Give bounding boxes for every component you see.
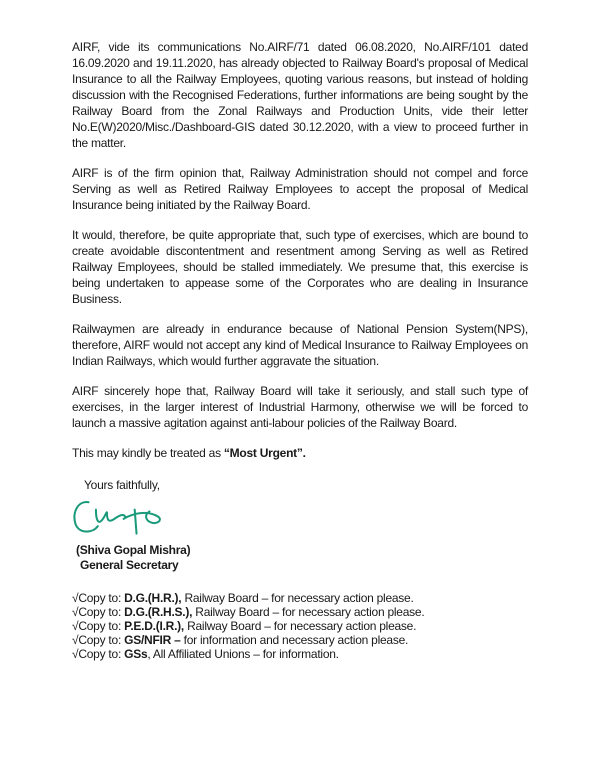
paragraph-3: It would, therefore, be quite appropriate that, such type of exercises, which are bound to create avoidable discontentment and resentment among Serving as well as Retired Railway Employees, should be stalled immediately. We presume that, this exercise is being undertaken to appease some of the Corporates who are dealing in Insurance Business.	[72, 228, 528, 306]
urgent-prefix: This may kindly be treated as	[72, 446, 224, 460]
closing: Yours faithfully,	[84, 478, 160, 492]
copy-purpose: Railway Board – for necessary action please.	[181, 591, 414, 605]
signature	[64, 493, 174, 541]
copy-purpose: Railway Board – for necessary action please.	[192, 605, 425, 619]
copy-item	[72, 647, 528, 661]
copy-purpose: for information and necessary action please.	[180, 633, 409, 647]
copy-purpose: , All Affiliated Unions – for information.	[147, 647, 339, 661]
copy-list	[72, 591, 528, 661]
copy-prefix: √Copy to:	[72, 647, 125, 661]
copy-recipient: D.G.(R.H.S.),	[124, 605, 193, 619]
signatory-name: (Shiva Gopal Mishra)	[76, 543, 191, 557]
urgent-note	[72, 445, 528, 461]
copy-recipient: D.G.(H.R.),	[124, 591, 182, 605]
copy-item	[72, 619, 528, 633]
copy-item	[72, 633, 528, 647]
copy-item	[72, 591, 528, 605]
paragraph-1: AIRF, vide its communications No.AIRF/71 dated 06.08.2020, No.AIRF/101 dated 16.09.2020 and 19.11.2020, has already objected to Railway Board's proposal of Medical Insurance to all the Railway Employees, quoting various reasons, but instead of holding discussion with the Recognised Federations, further informations are being sought by the Railway Board from the Zonal Railways and Production Units, vide their letter No.E(W)2020/Misc./Dashboard-GIS dated 30.12.2020, with a view to proceed further in the matter.	[72, 40, 528, 150]
paragraph-2: AIRF is of the firm opinion that, Railway Administration should not compel and force Serving as well as Retired Railway Employees to accept the proposal of Medical Insurance being initiated by the Railway Board.	[72, 166, 528, 212]
signatory-title: General Secretary	[80, 558, 179, 572]
copy-item	[72, 605, 528, 619]
copy-prefix: √Copy to:	[72, 591, 125, 605]
copy-recipient: P.E.D.(I.R.),	[124, 619, 184, 633]
copy-prefix: √Copy to:	[72, 619, 125, 633]
copy-prefix: √Copy to:	[72, 633, 125, 647]
copy-recipient: GSs	[124, 647, 148, 661]
urgent-emphasis: “Most Urgent”.	[223, 446, 306, 460]
copy-prefix: √Copy to:	[72, 605, 125, 619]
copy-purpose: Railway Board – for necessary action please.	[183, 619, 417, 633]
paragraph-4: Railwaymen are already in endurance because of National Pension System(NPS), therefore, AIRF would not accept any kind of Medical Insurance to Railway Employees on Indian Railways, which would further aggravate the situation.	[72, 322, 528, 368]
letter-body	[72, 39, 528, 661]
copy-recipient: GS/NFIR –	[124, 633, 181, 647]
paragraph-5: AIRF sincerely hope that, Railway Board will take it seriously, and stall such type of exercises, in the larger interest of Industrial Harmony, otherwise we will be forced to launch a massive agitation against anti-labour policies of the Railway Board.	[72, 384, 528, 430]
